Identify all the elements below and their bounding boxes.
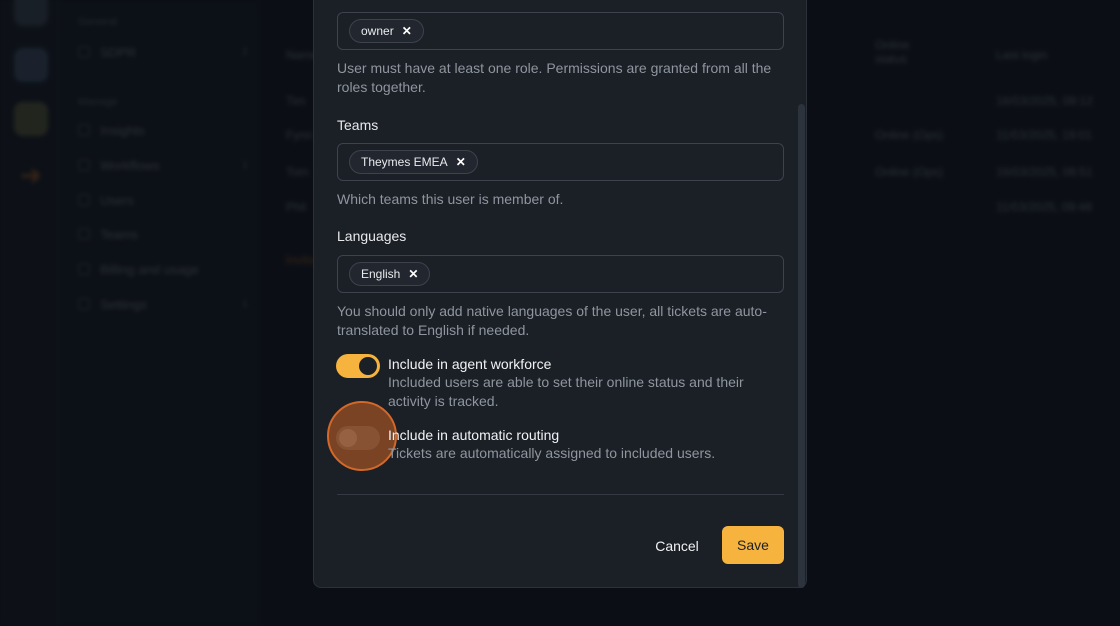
toggle-knob — [359, 357, 377, 375]
languages-multiselect[interactable] — [337, 255, 784, 293]
click-indicator — [327, 401, 397, 471]
chip-label: Theymes EMEA — [361, 155, 448, 169]
teams-label: Teams — [337, 117, 379, 133]
languages-help-text: You should only add native languages of the user, all tickets are auto-translated to English if needed. — [337, 303, 767, 338]
cancel-button[interactable]: Cancel — [645, 527, 709, 564]
agent-workforce-title: Include in agent workforce — [388, 356, 552, 372]
chip-label: owner — [361, 24, 394, 38]
close-icon[interactable]: ✕ — [455, 155, 466, 169]
automatic-routing-desc: Tickets are automatically assigned to included users. — [388, 445, 716, 461]
modal-scrollbar[interactable] — [798, 104, 805, 588]
language-chip — [349, 262, 430, 286]
teams-help-text: Which teams this user is member of. — [337, 191, 564, 207]
languages-label: Languages — [337, 228, 407, 244]
roles-help-text: User must have at least one role. Permissions are granted from all the roles together. — [337, 60, 772, 95]
close-icon[interactable]: ✕ — [401, 24, 412, 38]
save-button[interactable]: Save — [722, 526, 784, 564]
automatic-routing-title: Include in automatic routing — [388, 427, 560, 443]
agent-workforce-toggle[interactable] — [336, 354, 380, 378]
agent-workforce-desc: Included users are able to set their online status and their activity is tracked. — [388, 374, 744, 409]
chip-label: English — [361, 267, 401, 281]
teams-multiselect[interactable] — [337, 143, 784, 181]
role-chip — [349, 19, 424, 43]
roles-multiselect[interactable] — [337, 12, 784, 50]
team-chip — [349, 150, 478, 174]
close-icon[interactable]: ✕ — [408, 267, 419, 281]
modal-divider — [337, 494, 784, 495]
